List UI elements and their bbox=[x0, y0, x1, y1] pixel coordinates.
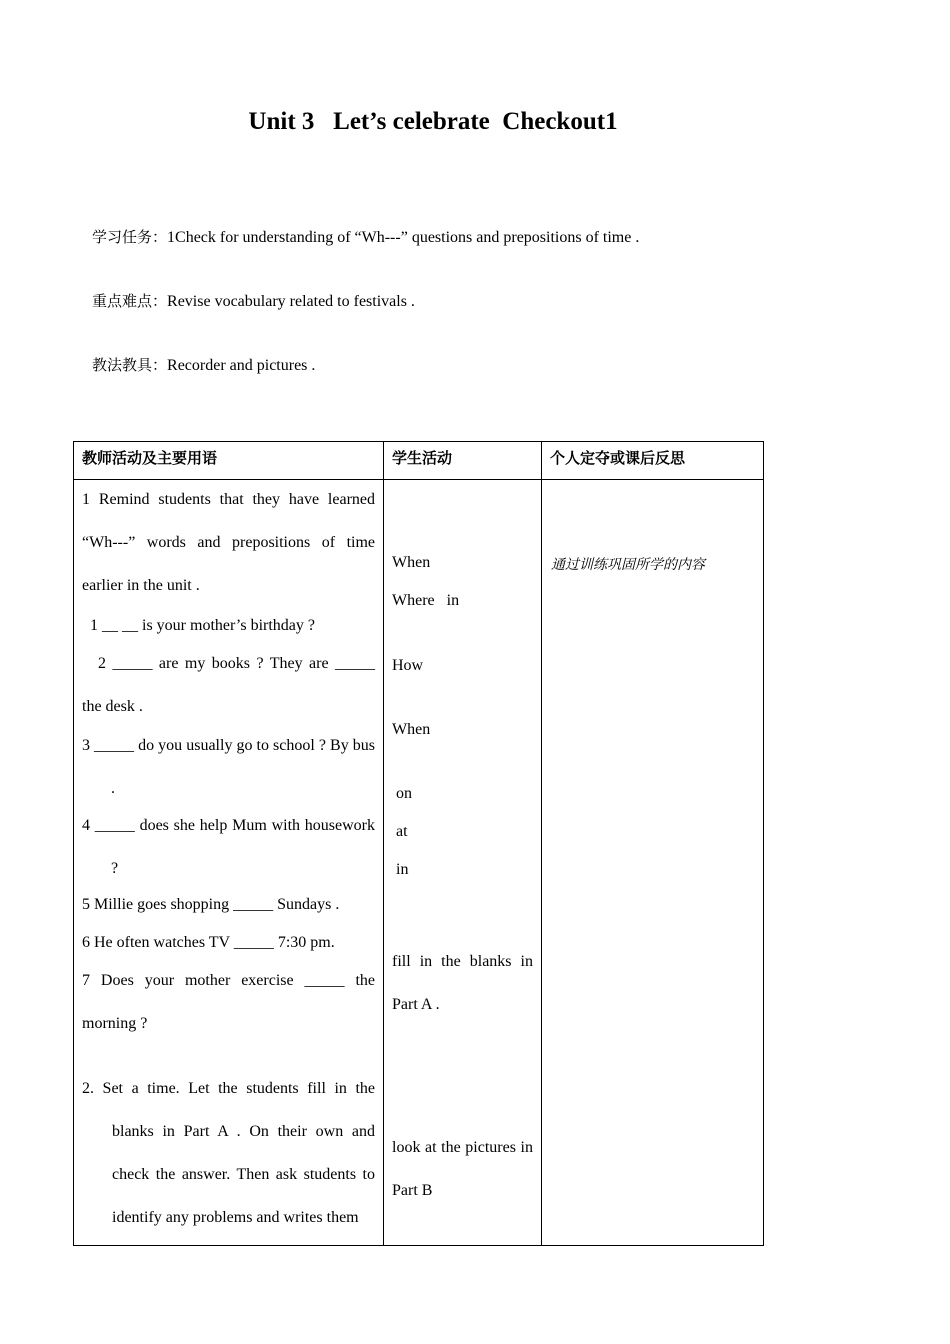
table-header-row bbox=[74, 442, 764, 480]
key-points-label: 重点难点： bbox=[92, 292, 168, 310]
student-activity-2: look at the pictures in Part B bbox=[392, 1139, 533, 1199]
question-4: 4 _____ does she help Mum with housework ? bbox=[82, 817, 375, 877]
step-2-text: 2. Set a time. Let the students fill in the blanks in Part A . On their own and check the answer. Then ask students to identify any problems and writes them bbox=[82, 1080, 375, 1226]
key-points-text: Revise vocabulary related to festivals . bbox=[167, 293, 415, 310]
question-1: 1 __ __ is your mother’s birthday ? bbox=[90, 617, 316, 634]
reflection-cell bbox=[542, 480, 764, 1246]
teaching-tools bbox=[92, 354, 315, 375]
key-points bbox=[92, 290, 415, 311]
answer-5: on bbox=[396, 785, 412, 802]
step-1-text: 1 Remind students that they have learned “Wh---” words and prepositions of time earlier in the unit . bbox=[82, 491, 375, 594]
question-2: 2 _____ are my books ? They are _____ the desk . bbox=[82, 655, 375, 715]
answer-2: Where in bbox=[392, 592, 460, 609]
answer-1: When bbox=[392, 554, 431, 571]
teaching-tools-text: Recorder and pictures . bbox=[167, 357, 316, 374]
student-activity-1: fill in the blanks in Part A . bbox=[392, 953, 533, 1013]
question-6: 6 He often watches TV _____ 7:30 pm. bbox=[82, 934, 335, 951]
header-student-activity: 学生活动 bbox=[384, 442, 542, 480]
learning-task bbox=[92, 226, 639, 247]
answer-7: in bbox=[396, 861, 409, 878]
learning-task-text: 1Check for understanding of “Wh---” questions and prepositions of time . bbox=[167, 229, 640, 246]
question-5: 5 Millie goes shopping _____ Sundays . bbox=[82, 896, 340, 913]
table-body-row bbox=[74, 480, 764, 1246]
header-teacher-activity: 教师活动及主要用语 bbox=[74, 442, 384, 480]
question-7: 7 Does your mother exercise _____ the morning ? bbox=[82, 972, 375, 1032]
student-activity-cell bbox=[384, 480, 542, 1246]
learning-task-label: 学习任务： bbox=[92, 228, 168, 246]
answer-3: How bbox=[392, 657, 424, 674]
page-title: Unit 3 Let’s celebrate Checkout1 bbox=[248, 108, 618, 135]
reflection-note: 通过训练巩固所学的内容 bbox=[551, 557, 705, 573]
question-3: 3 _____ do you usually go to school ? By bus . bbox=[82, 737, 375, 797]
lesson-table bbox=[73, 441, 764, 1246]
teaching-tools-label: 教法教具： bbox=[92, 356, 168, 374]
answer-4: When bbox=[392, 721, 431, 738]
teacher-activity-cell bbox=[74, 480, 384, 1246]
header-reflection: 个人定夺或课后反思 bbox=[542, 442, 764, 480]
answer-6: at bbox=[396, 823, 408, 840]
